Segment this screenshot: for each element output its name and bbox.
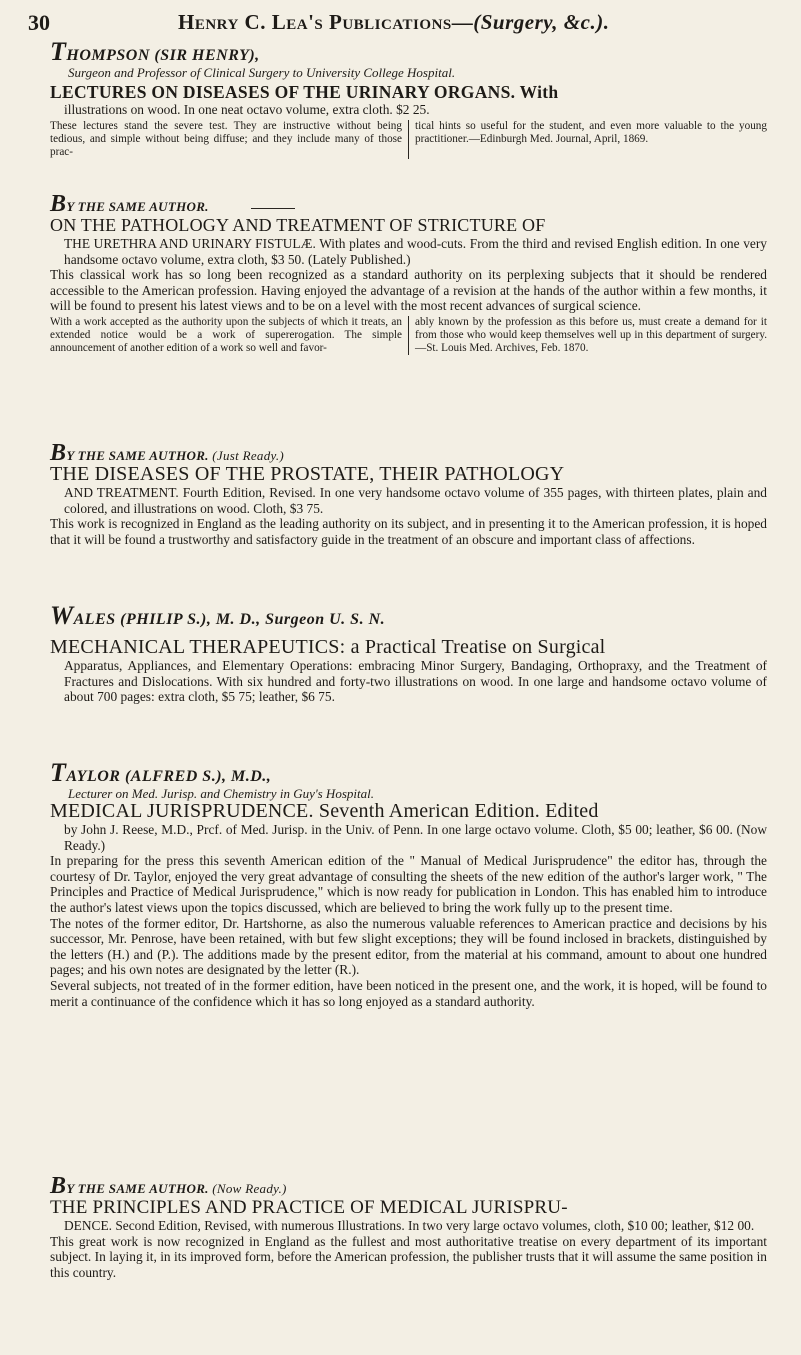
book-title: THE PRINCIPLES AND PRACTICE OF MEDICAL JURISPRU- [50, 1197, 568, 1218]
review-right: ably known by the profession as this before us, must create a demand for it from those who would keep themselves well up in this department of surgery.—St. Louis Med. Archives, Feb. 1870. [415, 315, 767, 354]
book-title: THE DISEASES OF THE PROSTATE, THEIR PATHOLOGY [50, 463, 565, 485]
book-details: Apparatus, Appliances, and Elementary Operations: embracing Minor Surgery, Bandaging, Orthopraxy, and the Treatment of Fractures and Dislocations. With six hundred and forty-two illustrations on wood. In one large and handsome octavo volume of about 700 pages: extra cloth, $5 75; leather, $6 75. [64, 658, 767, 705]
review-left: With a work accepted as the authority upon the subjects of which it treats, an extended notice would be a work of supererogation. The simple announcement of another edition of a work so well and favor- [50, 316, 409, 355]
review-right: tical hints so useful for the student, and even more valuable to the young practitioner.—Edinburgh Med. Journal, April, 1869. [415, 119, 767, 145]
entry-stricture [50, 191, 767, 355]
book-details: by John J. Reese, M.D., Prcf. of Med. Jurisp. in the Univ. of Penn. In one large octavo volume. Cloth, $5 00; leather, $6 00. (Now Ready.) [64, 822, 767, 853]
book-details: illustrations on wood. In one neat octavo volume, extra cloth. $2 25. [64, 102, 430, 117]
author-heading: THOMPSON (SIR HENRY), [50, 37, 260, 66]
running-title: Henry C. Lea's Publications—(Surgery, &c.). [178, 10, 610, 34]
book-description: This work is recognized in England as the leading authority on its subject, and in presenting it to the American profession, it is hoped that it will be found a trustworthy and satisfactory guide in the treatment of an obscure and important class of affections. [50, 516, 767, 547]
entry-principles [50, 1173, 767, 1280]
review-left: These lectures stand the severe test. They are instructive without being tedious, and simple without being diffuse; and they include many of those prac- [50, 120, 409, 159]
book-description: This great work is now recognized in England as the fullest and most authoritative treatise on every department of its important subject. In laying it, in its improved form, before the American profession, the publisher trusts that it will assume the same position in this country. [50, 1233, 767, 1280]
book-description-3: Several subjects, not treated of in the former edition, have been noticed in the present one, and the work, it is hoped, will be found to merit a continuance of the confidence which it has so long enjoyed as a standard authority. [50, 977, 767, 1009]
book-details: THE URETHRA AND URINARY FISTULÆ. With plates and wood-cuts. From the third and revised English edition. In one very handsome octavo volume, extra cloth, $3 50. (Lately Published.) [64, 236, 767, 267]
author-heading: WALES (PHILIP S.), M. D., Surgeon U. S. N. [50, 601, 386, 630]
entry-prostate [50, 440, 767, 547]
book-title: MEDICAL JURISPRUDENCE. Seventh American Edition. Edited [50, 800, 599, 822]
book-description-1: In preparing for the press this seventh American edition of the " Manual of Medical Jurisprudence" the editor has, through the courtesy of Dr. Taylor, enjoyed the very great advantage of consulting the sheets of the new edition of the author's larger work, " The Principles and Practice of Medical Jurisprudence," which is now ready for publication in London. This has enabled him to introduce the author's latest views upon the topics discussed, which are believed to bring the work fully up to the present time. [50, 853, 767, 915]
author-heading: TAYLOR (ALFRED S.), M.D., [50, 758, 272, 787]
divider-rule [251, 208, 295, 209]
book-details: AND TREATMENT. Fourth Edition, Revised. In one very handsome octavo volume of 355 pages, with thirteen plates, plain and colored, and illustrations on wood. Cloth, $3 75. [64, 485, 767, 516]
book-title: ON THE PATHOLOGY AND TREATMENT OF STRICTURE OF [50, 215, 546, 235]
book-details: DENCE. Second Edition, Revised, with numerous Illustrations. In two very large octavo volumes, cloth, $10 00; leather, $12 00. [64, 1218, 755, 1233]
book-description: This classical work has so long been recognized as a standard authority on its perplexing subjects that it should be rendered accessible to the American profession. Having enjoyed the advantage of a revision at the hands of the author within a few months, it will be found to present his latest views and to be on a level with the most recent advances of surgical science. [50, 267, 767, 314]
page-number: 30 [28, 10, 50, 35]
book-description-2: The notes of the former editor, Dr. Hartshorne, as also the numerous valuable references to American practice and decisions by his successor, Mr. Penrose, have been retained, with but few slight exceptions; they will be found inclosed in brackets, distinguished by the letters (H.) and (P.). The additions made by the present editor, from the material at his command, amount to about one hundred pages; and his own notes are designated by the letter (R.). [50, 915, 767, 978]
byline: BY THE SAME AUTHOR. (Just Ready.) [50, 440, 285, 466]
author-role: Surgeon and Professor of Clinical Surgery to University College Hospital. [68, 65, 456, 80]
entry-thompson-lectures [50, 37, 767, 159]
running-head [28, 10, 773, 38]
book-title: LECTURES ON DISEASES OF THE URINARY ORGANS. With [50, 82, 559, 102]
entry-wales [50, 601, 767, 705]
byline: BY THE SAME AUTHOR. [50, 196, 767, 215]
byline: BY THE SAME AUTHOR. (Now Ready.) [50, 1173, 287, 1199]
author-role: Lecturer on Med. Jurisp. and Chemistry in Guy's Hospital. [68, 786, 374, 801]
review-columns [50, 316, 767, 355]
review-columns [50, 120, 767, 159]
entry-taylor [50, 758, 767, 1009]
book-title: MECHANICAL THERAPEUTICS: a Practical Treatise on Surgical [50, 636, 606, 658]
